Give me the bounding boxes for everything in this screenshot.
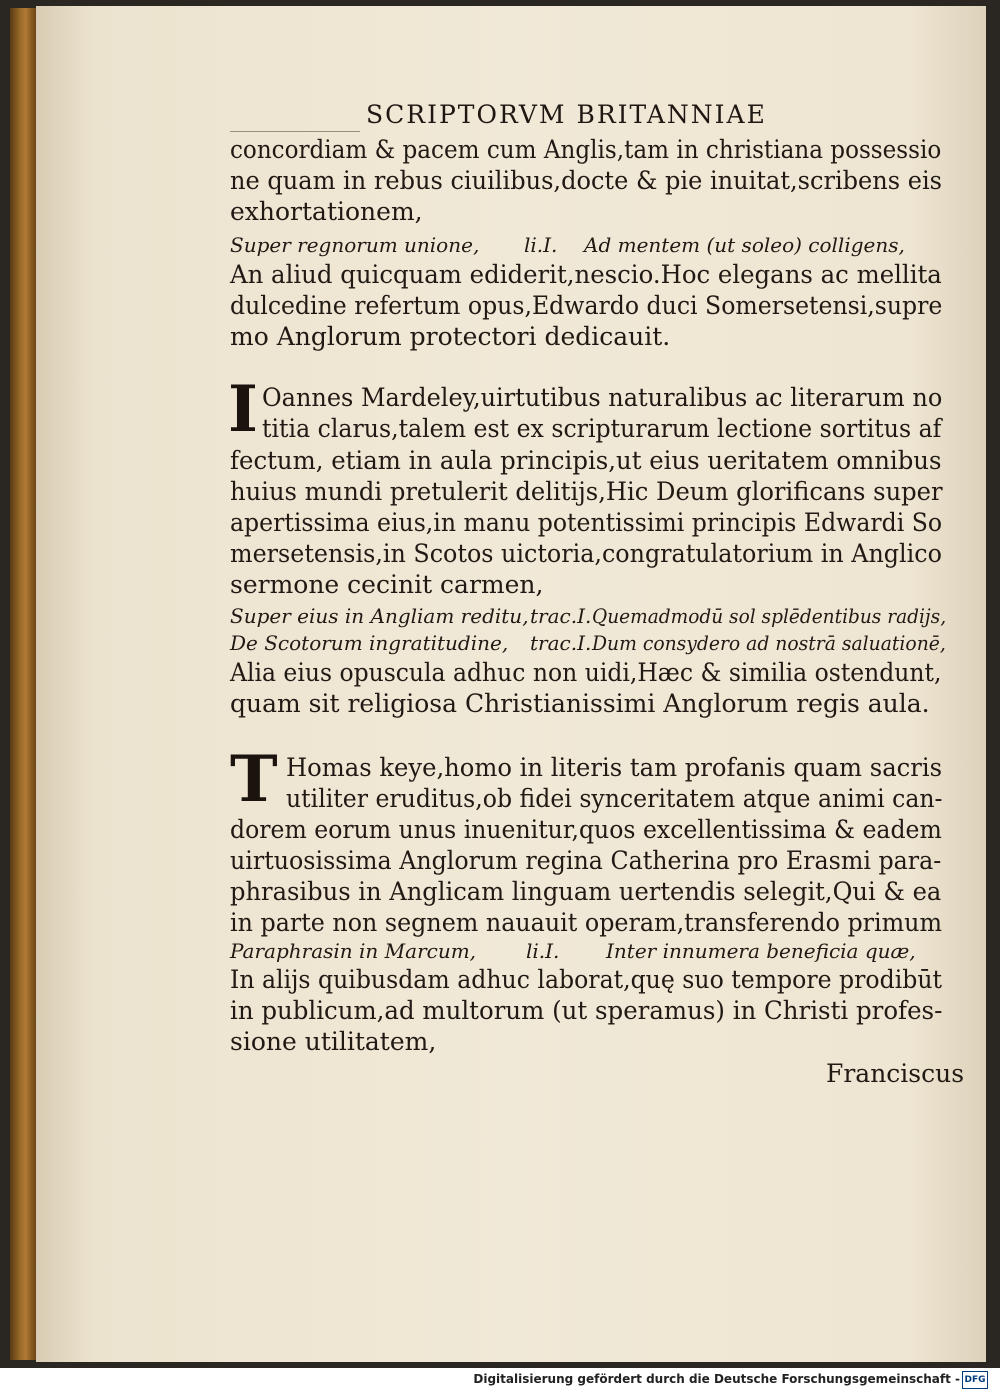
text-line: concordiam & pacem cum Anglis,tam in christiana possessio (230, 135, 942, 164)
book-binding-edge (10, 8, 36, 1360)
text-line: Homas keye,homo in literis tam profanis quam sacris (286, 753, 943, 782)
text-line: Alia eius opuscula adhuc non uidi,Hæc & similia ostendunt, (230, 658, 942, 687)
decorated-initial: I (228, 372, 258, 447)
text-line: in publicum,ad multorum (ut speramus) in Christi profes- (230, 996, 943, 1025)
reference-title: Paraphrasin in Marcum, (230, 939, 477, 963)
footer-bar (0, 1368, 1000, 1392)
text-line: In alijs quibusdam adhuc laborat,quę suo tempore prodibūt (230, 965, 942, 994)
funding-notice: Digitalisierung gefördert durch die Deutsche Forschungsgemeinschaft - (473, 1372, 960, 1386)
text-line: sione utilitatem, (230, 1027, 437, 1056)
text-line: titia clarus,talem est ex scripturarum lectione sortitus af (262, 414, 942, 443)
text-line: An aliud quicquam ediderit,nescio.Hoc elegans ac mellita (230, 260, 942, 289)
text-line: Oannes Mardeley,uirtutibus naturalibus ac literarum no (262, 383, 943, 412)
running-head-rule (230, 131, 360, 132)
text-line: uirtuosissima Anglorum regina Catherina pro Erasmi para- (230, 846, 942, 875)
text-line: apertissima eius,in manu potentissimi principis Edwardi So (230, 508, 943, 537)
catchword: Franciscus (826, 1059, 965, 1088)
reference-incipit: Dum consydero ad nostrā saluationē, (592, 631, 946, 655)
text-line: dorem eorum unus inuenitur,quos excellentissima & eadem (230, 815, 942, 844)
reference-incipit: Quemadmodū sol splēdentibus radijs, (592, 604, 947, 628)
text-line: phrasibus in Anglicam linguam uertendis selegit,Qui & ea (230, 877, 942, 906)
text-line: sermone cecinit carmen, (230, 570, 544, 599)
dfg-logo-icon: DFG (962, 1371, 988, 1389)
reference-title: Super regnorum unione, (230, 233, 480, 257)
text-line: quam sit religiosa Christianissimi Anglorum regis aula. (230, 689, 930, 718)
reference-book: li.I. (526, 939, 560, 963)
running-head: SCRIPTORVM BRITANNIAE (366, 100, 767, 129)
reference-book: trac.I. (530, 631, 592, 655)
reference-title: Super eius in Angliam reditu, (230, 604, 529, 628)
text-line: mersetensis,in Scotos uictoria,congratulatorium in Anglico (230, 539, 942, 568)
reference-book: trac.I. (530, 604, 592, 628)
text-line: exhortationem, (230, 197, 423, 226)
text-line: mo Anglorum protectori dedicauit. (230, 322, 671, 351)
text-line: in parte non segnem nauauit operam,transferendo primum (230, 908, 943, 937)
reference-incipit: Inter innumera beneficia quæ, (606, 939, 916, 963)
text-line: fectum, etiam in aula principis,ut eius ueritatem omnibus (230, 446, 942, 475)
text-line: dulcedine refertum opus,Edwardo duci Somersetensi,supre (230, 291, 943, 320)
decorated-initial: T (230, 742, 278, 817)
text-line: utiliter eruditus,ob fidei synceritatem atque animi can- (286, 784, 943, 813)
text-line: huius mundi pretulerit delitijs,Hic Deum glorificans super (230, 477, 943, 506)
reference-incipit: Ad mentem (ut soleo) colligens, (584, 233, 905, 257)
text-line: ne quam in rebus ciuilibus,docte & pie inuitat,scribens eis (230, 166, 943, 195)
reference-title: De Scotorum ingratitudine, (230, 631, 509, 655)
reference-book: li.I. (524, 233, 558, 257)
